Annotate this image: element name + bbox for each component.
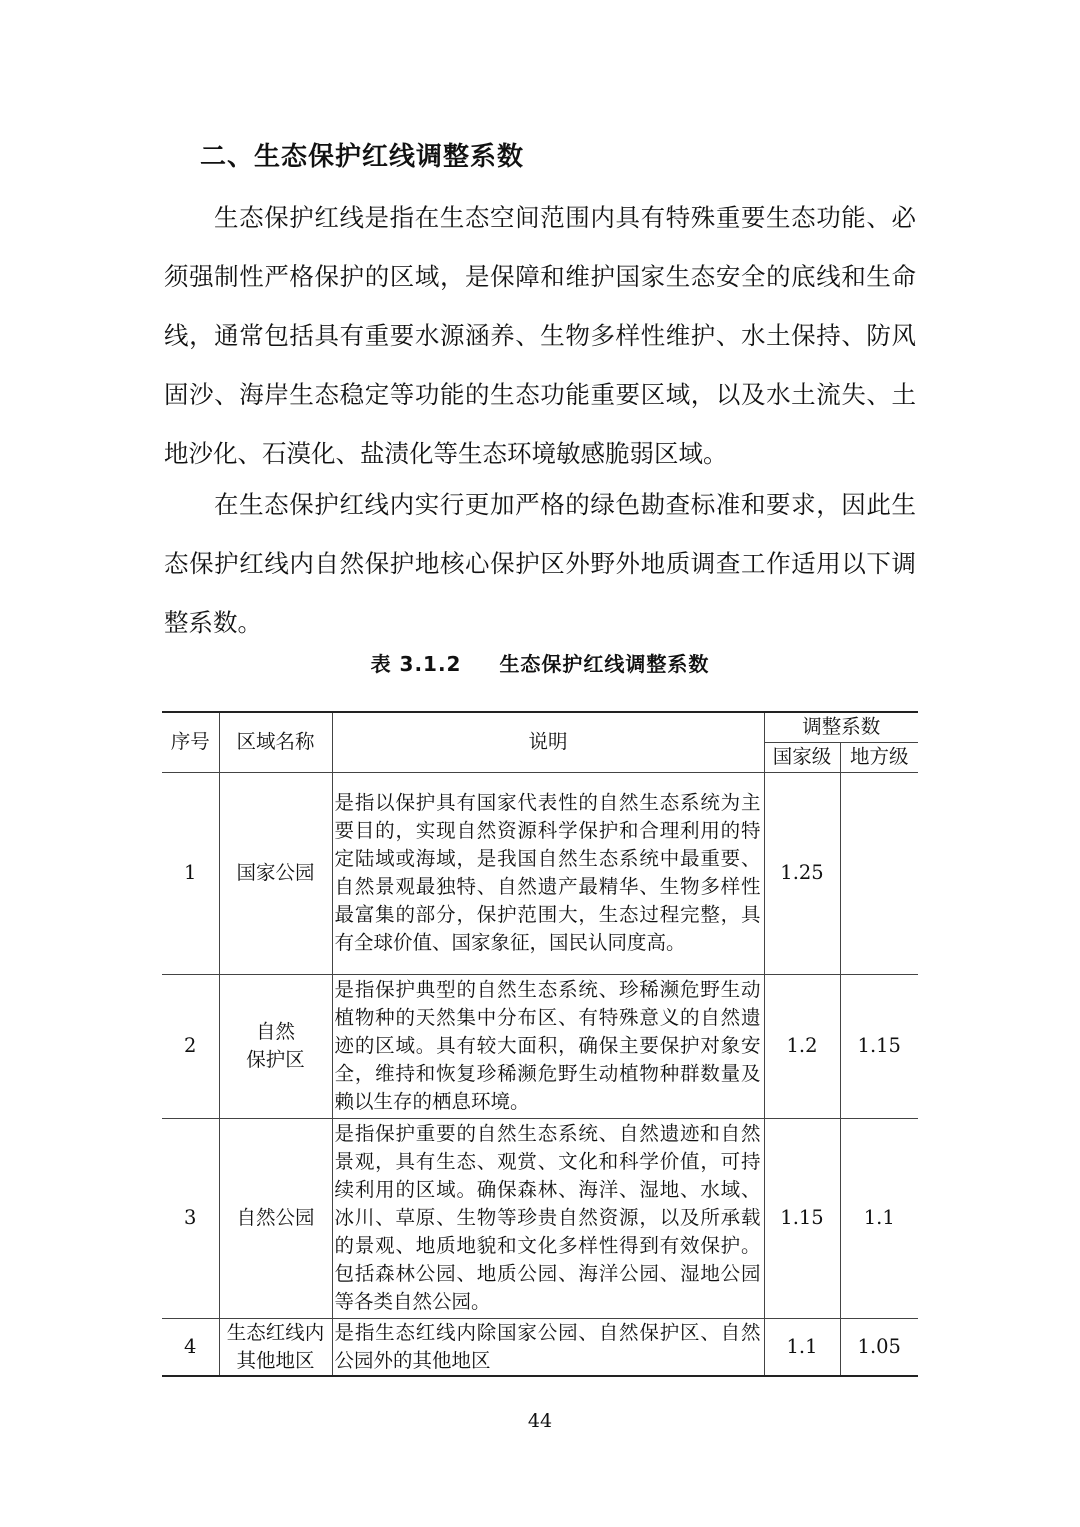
row-area-name (219, 1318, 332, 1376)
table-row (162, 1318, 918, 1376)
header-national: 国家级 (764, 742, 840, 772)
row-national-coefficient: 1.2 (764, 974, 840, 1118)
table-caption-title: 生态保护红线调整系数 (499, 652, 710, 676)
coefficient-table (162, 711, 918, 1377)
table-caption-number: 表 3.1.2 (370, 652, 462, 676)
table-row (162, 772, 918, 974)
table-row (162, 1118, 918, 1318)
paragraph-definition: 生态保护红线是指在生态空间范围内具有特殊重要生态功能、必须强制性严格保护的区域，是保障和维护国家生态安全的底线和生命线，通常包括具有重要水源涵养、生物多样性维护、水土保持、防风固沙、海岸生态稳定等功能的生态功能重要区域，以及水土流失、土地沙化、石漠化、盐渍化等生态环境敏感脆弱区域。 (164, 203, 916, 468)
header-index: 序号 (162, 712, 219, 772)
header-coefficient: 调整系数 (764, 712, 918, 742)
header-area-name: 区域名称 (219, 712, 332, 772)
row-area-name (219, 974, 332, 1118)
row-area-name: 自然公园 (219, 1118, 332, 1318)
section-heading: 二、生态保护红线调整系数 (200, 142, 525, 172)
header-description: 说明 (332, 712, 764, 772)
row-local-coefficient: 1.05 (840, 1318, 918, 1376)
page-number: 44 (527, 1410, 553, 1432)
row-description: 是指生态红线内除国家公园、自然保护区、自然公园外的其他地区 (332, 1318, 764, 1376)
table-caption (0, 648, 1080, 677)
header-local: 地方级 (840, 742, 918, 772)
table-row (162, 974, 918, 1118)
row-area-name-text: 自然 保护区 (246, 1020, 305, 1071)
row-local-coefficient: 1.1 (840, 1118, 918, 1318)
row-area-name-text: 生态红线内 其他地区 (226, 1320, 325, 1372)
row-local-coefficient (840, 772, 918, 974)
row-national-coefficient: 1.25 (764, 772, 840, 974)
row-national-coefficient: 1.1 (764, 1318, 840, 1376)
row-area-name: 国家公园 (219, 772, 332, 974)
row-description: 是指保护重要的自然生态系统、自然遗迹和自然景观，具有生态、观赏、文化和科学价值，可持续利用的区域。确保森林、海洋、湿地、水域、冰川、草原、生物等珍贵自然资源，以及所承载的景观、地质地貌和文化多样性得到有效保护。包括森林公园、地质公园、海洋公园、湿地公园等各类自然公园。 (332, 1118, 764, 1318)
row-description: 是指保护典型的自然生态系统、珍稀濒危野生动植物种的天然集中分布区、有特殊意义的自然遗迹的区域。具有较大面积，确保主要保护对象安全，维持和恢复珍稀濒危野生动植物种群数量及赖以生存的栖息环境。 (332, 974, 764, 1118)
row-index: 3 (162, 1118, 219, 1318)
row-national-coefficient: 1.15 (764, 1118, 840, 1318)
row-index: 1 (162, 772, 219, 974)
row-local-coefficient: 1.15 (840, 974, 918, 1118)
paragraph-applicability: 在生态保护红线内实行更加严格的绿色勘查标准和要求，因此生态保护红线内自然保护地核心保护区外野外地质调查工作适用以下调整系数。 (164, 490, 916, 637)
row-description: 是指以保护具有国家代表性的自然生态系统为主要目的，实现自然资源科学保护和合理利用的特定陆域或海域，是我国自然生态系统中最重要、自然景观最独特、自然遗产最精华、生物多样性最富集的部分，保护范围大，生态过程完整，具有全球价值、国家象征，国民认同度高。 (332, 772, 764, 974)
row-index: 4 (162, 1318, 219, 1376)
row-index: 2 (162, 974, 219, 1118)
